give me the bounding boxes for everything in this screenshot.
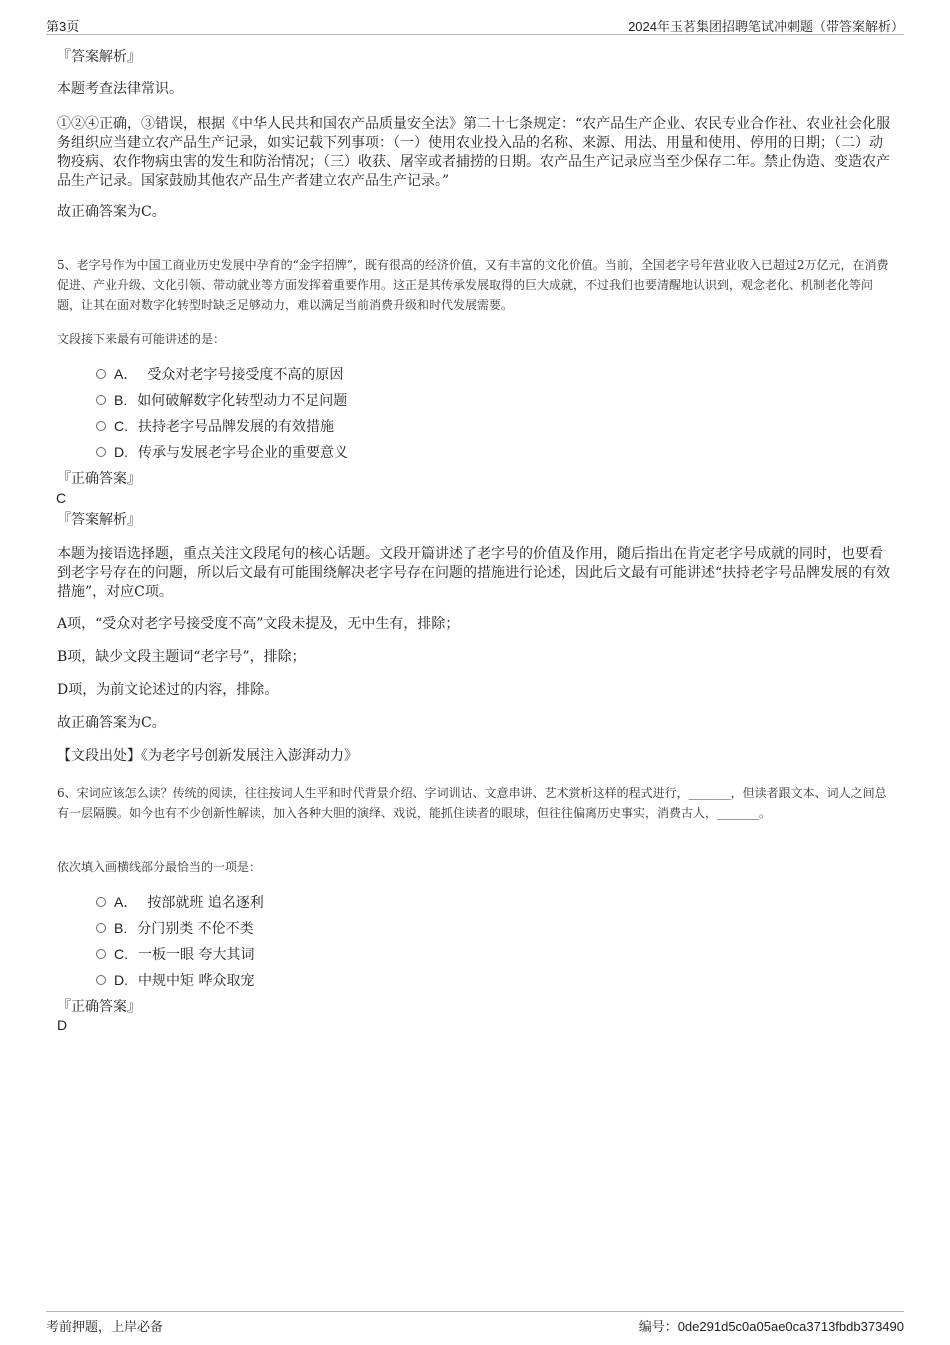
option-text: 按部就班 追名逐利	[147, 895, 264, 911]
q6-option-c[interactable]	[96, 943, 254, 965]
q5-option-c[interactable]	[96, 415, 334, 437]
option-text: 扶持老字号品牌发展的有效措施	[138, 419, 334, 435]
q6-answer: D	[57, 1017, 68, 1033]
q6-option-a[interactable]	[96, 891, 264, 913]
option-text: 一板一眼 夸大其词	[138, 947, 255, 963]
radio-button[interactable]	[96, 949, 106, 959]
option-text: 如何破解数字化转型动力不足问题	[137, 393, 348, 409]
footer-slogan: 考前押题，上岸必备	[46, 1319, 164, 1334]
radio-button[interactable]	[96, 447, 106, 457]
q5-analysis-body: 本题为接语选择题，重点关注文段尾句的核心话题。文段开篇讲述了老字号的价值及作用，随后指出在肯定老字号成就的同时，也要看到老字号存在的问题，所以后文最有可能围绕解决老字号存在问题的措施进行论述，因此后文最有可能讲述“扶持老字号品牌发展的有效措施”，对应C项。	[57, 546, 891, 600]
q6-option-b[interactable]	[96, 917, 254, 939]
q5-analysis-option-d: D项，为前文论述过的内容，排除。	[57, 682, 279, 698]
document-id: 编号：0de291d5c0a05ae0ca3713fbdb373490	[638, 1319, 904, 1334]
q5-analysis-option-a: A项，“受众对老字号接受度不高”文段未提及，无中生有，排除；	[57, 616, 460, 632]
q5-stem: 5、老字号作为中国工商业历史发展中孕育的“金字招牌”，既有很高的经济价值，又有丰富的文化价值。当前，全国老字号年营业收入已超过2万亿元，在消费促进、产业升级、文化引领、带动就业等方面发挥着重要作用。这正是其传承发展取得的巨大成就，不过我们也要清醒地认识到，观念老化、机制老化等问题，让其在面对数字化转型时缺乏足够动力，难以满足当前消费升级和时代发展需要。	[57, 258, 889, 312]
radio-button[interactable]	[96, 369, 106, 379]
radio-button[interactable]	[96, 923, 106, 933]
q4-conclusion: 故正确答案为C。	[57, 204, 166, 220]
radio-button[interactable]	[96, 421, 106, 431]
q5-analysis-label: 『答案解析』	[57, 512, 141, 528]
radio-button[interactable]	[96, 897, 106, 907]
q4-analysis-body: ①②④正确，③错误，根据《中华人民共和国农产品质量安全法》第二十七条规定：“农产品生产企业、农民专业合作社、农业社会化服务组织应当建立农产品生产记录，如实记载下列事项：（一）使用农业投入品的名称、来源、用法、用量和使用、停用的日期；（二）动物疫病、农作物病虫害的发生和防治情况；（三）收获、屠宰或者捕捞的日期。农产品生产记录应当至少保存二年。禁止伪造、变造农产品生产记录。国家鼓励其他农产品生产者建立农产品生产记录。”	[57, 116, 891, 189]
q5-prompt: 文段接下来最有可能讲述的是：	[57, 332, 226, 346]
q6-option-d[interactable]	[96, 969, 254, 991]
option-text: 传承与发展老字号企业的重要意义	[138, 445, 348, 461]
page-number: 第3页	[46, 19, 80, 34]
q5-analysis-option-b: B项，缺少文段主题词“老字号”，排除；	[57, 649, 306, 665]
option-letter: C.	[114, 946, 128, 962]
q5-answer-label: 『正确答案』	[57, 471, 141, 487]
radio-button[interactable]	[96, 975, 106, 985]
option-text: 分门别类 不伦不类	[137, 921, 254, 937]
option-letter: A．	[114, 894, 138, 910]
option-text: 中规中矩 哗众取宠	[138, 973, 255, 989]
radio-button[interactable]	[96, 395, 106, 405]
q5-option-b[interactable]	[96, 389, 347, 411]
option-letter: C.	[114, 418, 128, 434]
document-title: 2024年玉茗集团招聘笔试冲刺题（带答案解析）	[628, 19, 904, 34]
q4-analysis-intro: 本题考查法律常识。	[57, 81, 183, 97]
option-text: 受众对老字号接受度不高的原因	[147, 367, 344, 383]
option-letter: B.	[114, 392, 128, 408]
q6-answer-label: 『正确答案』	[57, 999, 141, 1015]
q5-source: 【文段出处】《为老字号创新发展注入澎湃动力》	[57, 748, 358, 764]
q5-option-d[interactable]	[96, 441, 348, 463]
option-letter: D.	[114, 972, 128, 988]
page-header	[46, 14, 904, 35]
q5-answer: C	[56, 490, 67, 506]
q5-option-a[interactable]	[96, 363, 343, 385]
option-letter: A．	[114, 366, 138, 382]
option-letter: B.	[114, 920, 128, 936]
option-letter: D.	[114, 444, 128, 460]
q6-prompt: 依次填入画横线部分最恰当的一项是：	[57, 860, 262, 874]
q6-stem: 6、宋词应该怎么读？传统的阅读，往往按词人生平和时代背景介绍、字词训诂、文意串讲、艺术赏析这样的程式进行，_______，但读者跟文本、词人之间总有一层隔膜。如今也有不少创新性解读，加入各种大胆的演绎、戏说，能抓住读者的眼球，但往往偏离历史事实，消费古人，_______。	[57, 786, 887, 820]
page-footer	[46, 1311, 904, 1334]
q4-analysis-label: 『答案解析』	[57, 49, 141, 65]
q5-conclusion: 故正确答案为C。	[57, 715, 166, 731]
